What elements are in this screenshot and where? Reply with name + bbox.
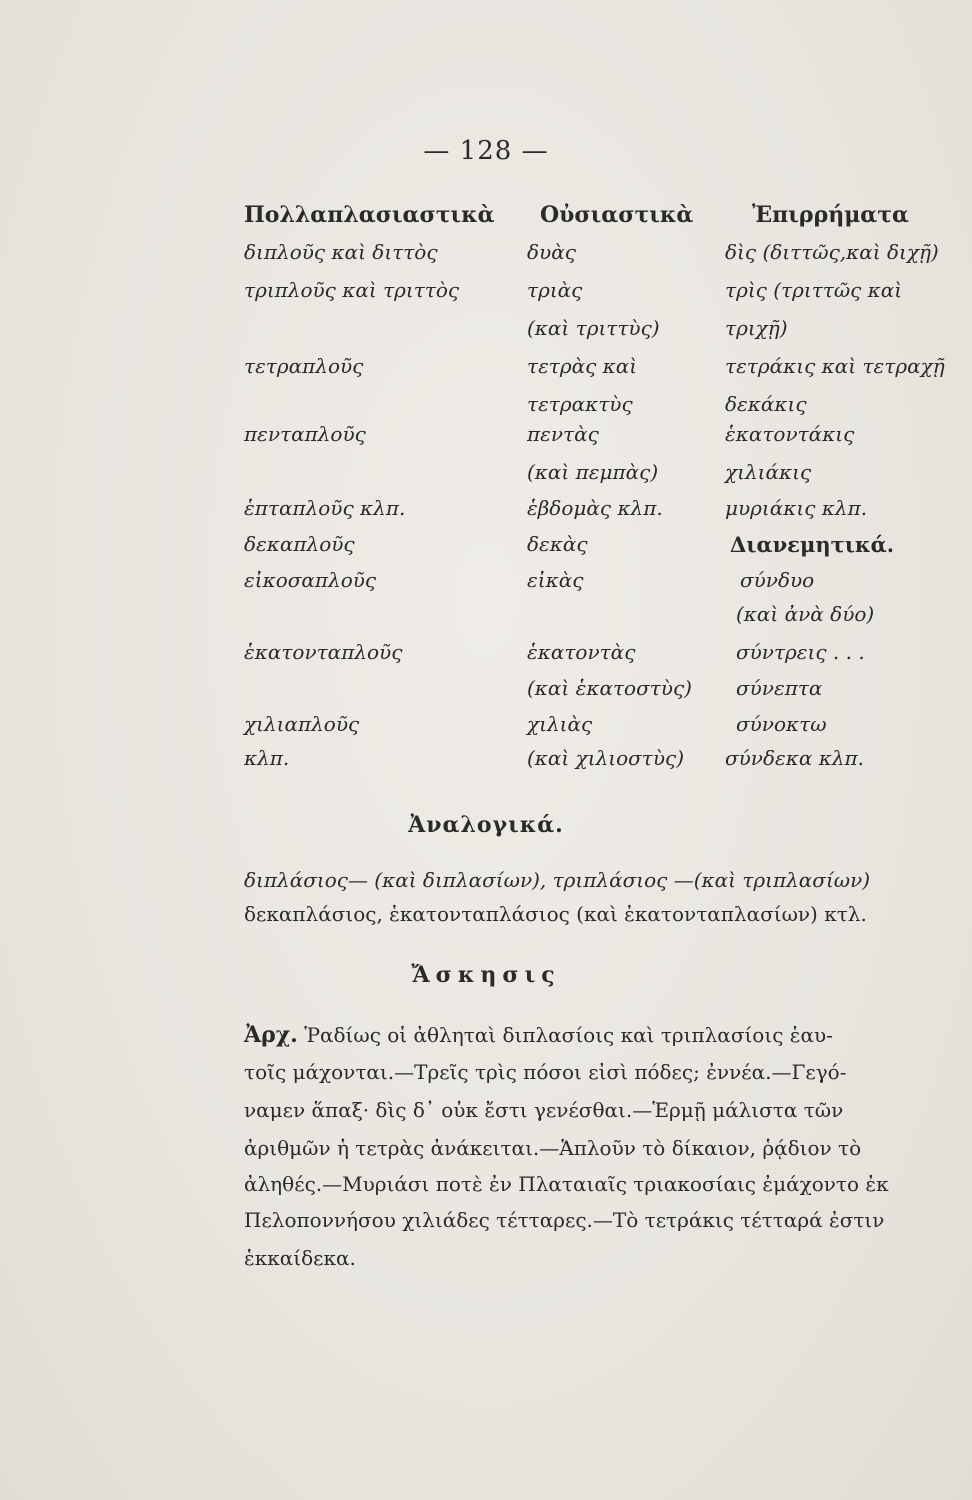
page-number: — 128 — bbox=[423, 136, 549, 166]
distributives-heading: Διανεμητικά. bbox=[730, 532, 895, 557]
cell-multiplicative: ἑκατονταπλοῦς bbox=[244, 640, 403, 664]
exercise-line: ἀριθμῶν ἡ τετρὰς ἀνάκειται.—Ἁπλοῦν τὸ δίκαιον, ῥᾴδιον τὸ bbox=[244, 1136, 862, 1160]
table-row bbox=[0, 496, 972, 536]
cell-multiplicative: τριπλοῦς καὶ τριττὸς bbox=[244, 278, 460, 302]
exercise-line: Πελοποννήσου χιλιάδες τέτταρες.—Τὸ τετράκις τέτταρά ἐστιν bbox=[244, 1208, 885, 1232]
cell-noun: (καὶ χιλιοστὺς) bbox=[527, 746, 685, 770]
cell-multiplicative: διπλοῦς καὶ διττὸς bbox=[244, 240, 438, 264]
cell-adverb: τρὶς (τριττῶς καὶ bbox=[725, 278, 903, 302]
table-row bbox=[0, 422, 972, 462]
table-row bbox=[0, 278, 972, 318]
table-row bbox=[0, 602, 972, 642]
cell-noun: ἑκατοντὰς bbox=[527, 640, 636, 664]
cell-multiplicative: εἰκοσαπλοῦς bbox=[244, 568, 377, 592]
section-title-askisis: Ἄσκησις bbox=[411, 962, 561, 988]
cell-noun: δεκὰς bbox=[527, 532, 588, 556]
cell-distributive: σύνεπτα bbox=[736, 676, 823, 700]
cell-distributive: σύνοκτω bbox=[736, 712, 827, 736]
cell-distributive: σύνδυο bbox=[740, 568, 815, 592]
cell-multiplicative: δεκαπλοῦς bbox=[244, 532, 355, 556]
cell-adverb: δεκάκις bbox=[725, 392, 807, 416]
exercise-line: ἀληθές.—Μυριάσι ποτὲ ἐν Πλαταιαῖς τριακοσίαις ἐμάχοντο ἐκ bbox=[244, 1172, 889, 1196]
table-row bbox=[0, 354, 972, 394]
cell-noun: δυὰς bbox=[527, 240, 576, 264]
table-row bbox=[0, 460, 972, 500]
cell-distributive: σύνδεκα κλπ. bbox=[725, 746, 865, 770]
exercise-line bbox=[244, 1022, 952, 1048]
cell-noun: χιλιὰς bbox=[527, 712, 593, 736]
table-row bbox=[0, 640, 972, 680]
cell-noun: (καὶ τριττὺς) bbox=[527, 316, 660, 340]
cell-multiplicative: ἑπταπλοῦς κλπ. bbox=[244, 496, 406, 520]
cell-multiplicative: τετραπλοῦς bbox=[244, 354, 364, 378]
analogika-line-1: διπλάσιος— (καὶ διπλασίων), τριπλάσιος —(καὶ τριπλασίων) bbox=[244, 868, 871, 892]
table-row bbox=[0, 316, 972, 356]
cell-noun: πεντὰς bbox=[527, 422, 599, 446]
cell-adverb: τετράκις καὶ τετραχῇ bbox=[725, 354, 945, 378]
cell-adverb: τριχῇ) bbox=[725, 316, 788, 340]
table-row bbox=[0, 676, 972, 716]
cell-multiplicative: πενταπλοῦς bbox=[244, 422, 366, 446]
cell-noun: τριὰς bbox=[527, 278, 583, 302]
cell-noun: εἰκὰς bbox=[527, 568, 584, 592]
exercise-line: ἑκκαίδεκα. bbox=[244, 1246, 356, 1270]
table-row bbox=[0, 746, 972, 786]
table-row bbox=[0, 240, 972, 280]
exercise-line: τοῖς μάχονται.—Τρεῖς τρὶς πόσοι εἰσὶ πόδες; ἐννέα.—Γεγό- bbox=[244, 1060, 847, 1084]
cell-distributive: (καὶ ἀνὰ δύο) bbox=[736, 602, 875, 626]
cell-adverb: δὶς (διττῶς,καὶ διχῇ) bbox=[725, 240, 939, 264]
exercise-line: ναμεν ἅπαξ· δὶς δ᾽ οὐκ ἔστι γενέσθαι.—Ἑρμῇ μάλιστα τῶν bbox=[244, 1098, 844, 1122]
analogika-line-2: δεκαπλάσιος, ἑκατονταπλάσιος (καὶ ἑκατονταπλασίων) κτλ. bbox=[244, 902, 867, 926]
cell-multiplicative: κλπ. bbox=[244, 746, 290, 770]
cell-adverb: ἑκατοντάκις bbox=[725, 422, 855, 446]
heading-adverbs: Ἐπιρρήματα bbox=[752, 202, 909, 228]
heading-multiplicatives: Πολλαπλασιαστικὰ bbox=[244, 202, 495, 228]
cell-multiplicative: χιλιαπλοῦς bbox=[244, 712, 360, 736]
cell-adverb: χιλιάκις bbox=[725, 460, 812, 484]
section-title-analogika: Ἀναλογικά. bbox=[408, 812, 564, 838]
cell-noun: τετρὰς καὶ bbox=[527, 354, 638, 378]
cell-noun: (καὶ πεμπὰς) bbox=[527, 460, 659, 484]
cell-distributive: σύντρεις . . . bbox=[736, 640, 865, 664]
exercise-text: Ῥαδίως οἱ ἀθληταὶ διπλασίοις καὶ τριπλασίοις ἑαυ- bbox=[304, 1023, 833, 1047]
cell-noun: ἑβδομὰς κλπ. bbox=[527, 496, 663, 520]
exercise-lead: Ἀρχ. bbox=[244, 1022, 298, 1048]
cell-noun: τετρακτὺς bbox=[527, 392, 633, 416]
cell-noun: (καὶ ἑκατοστὺς) bbox=[527, 676, 692, 700]
cell-adverb: μυριάκις κλπ. bbox=[725, 496, 868, 520]
table-row bbox=[0, 532, 972, 572]
heading-nouns: Οὐσιαστικὰ bbox=[540, 202, 694, 228]
column-headings bbox=[0, 202, 972, 242]
